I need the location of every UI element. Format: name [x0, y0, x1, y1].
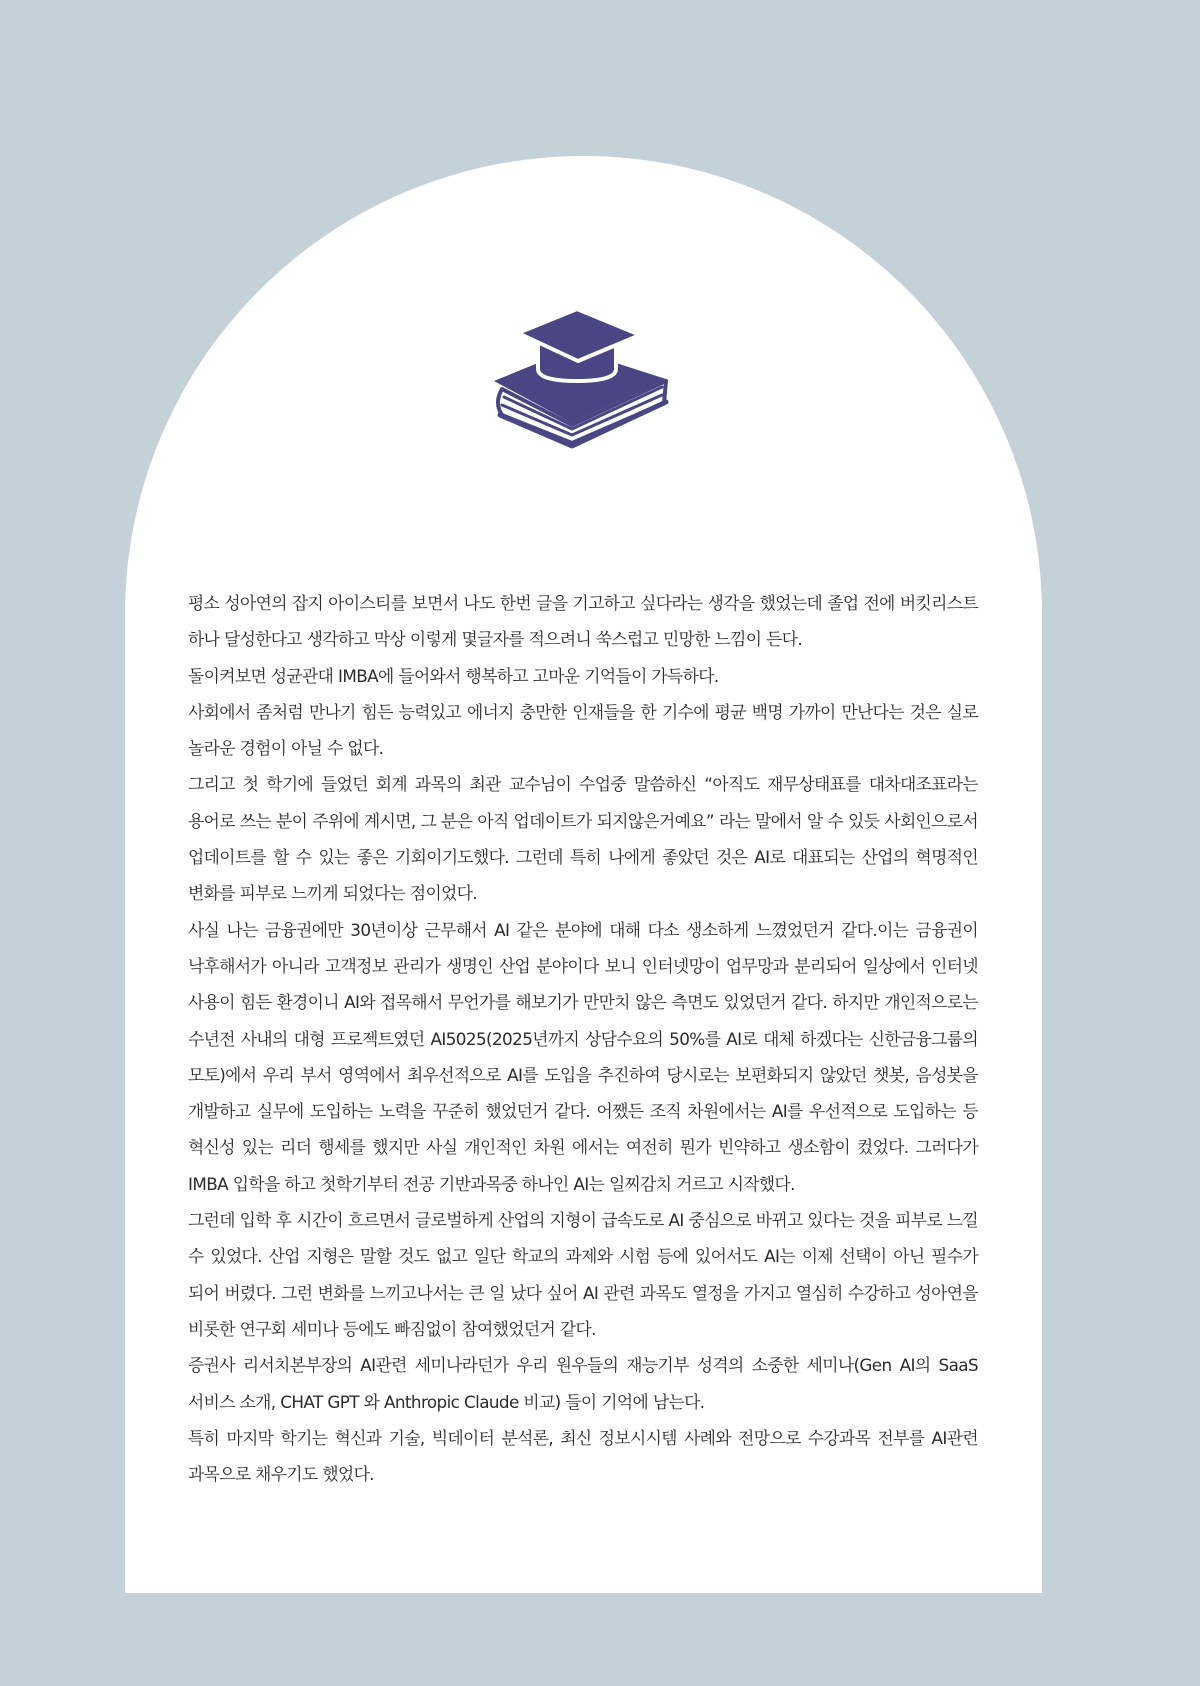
essay-paragraph: 사실 나는 금융권에만 30년이상 근무해서 AI 같은 분야에 대해 다소 생소하게 느꼈었던거 같다.이는 금융권이 낙후해서가 아니라 고객정보 관리가 생명인 산업 분야이다 보니 인터넷망이 업무망과 분리되어 일상에서 인터넷 사용이 힘든 환경이니 AI와 접목해서 무언가를 해보기가 만만치 않은 측면도 있었던거 같다. 하지만 개인적으로는 수년전 사내의 대형 프로젝트였던 AI5025(2025년까지 상담수요의 50%를 AI로 대체 하겠다는 신한금융그룹의 모토)에서 우리 부서 영역에서 최우선적으로 AI를 도입을 추진하여 당시로는 보편화되지 않았던 챗봇, 음성봇을 개발하고 실무에 도입하는 노력을 꾸준히 했었던거 같다. 어쨌든 조직 차원에서는 AI를 우선적으로 도입하는 등 혁신성 있는 리더 행세를 했지만 사실 개인적인 차원 에서는 여전히 뭔가 빈약하고 생소함이 컸었다. 그러다가 IMBA 입학을 하고 첫학기부터 전공 기반과목중 하나인 AI는 일찌감치 거르고 시작했다. — [188, 919, 978, 1194]
essay-paragraph: 사회에서 좀처럼 만나기 힘든 능력있고 에너지 충만한 인재들을 한 기수에 평균 백명 가까이 만난다는 것은 실로 놀라운 경험이 아닐 수 없다. — [188, 701, 978, 759]
essay-paragraph: 그런데 입학 후 시간이 흐르면서 글로벌하게 산업의 지형이 급속도로 AI 중심으로 바뀌고 있다는 것을 피부로 느낄 수 있었다. 산업 지형은 말할 것도 없고 일단 학교의 과제와 시험 등에 있어서도 AI는 이제 선택이 아닌 필수가 되어 버렸다. 그런 변화를 느끼고나서는 큰 일 났다 싶어 AI 관련 과목도 열정을 가지고 열심히 수강하고 성아연을 비롯한 연구회 세미나 등에도 빠짐없이 참여했었던거 같다. — [188, 1210, 978, 1339]
essay-paragraph: 특히 마지막 학기는 혁신과 기술, 빅데이터 분석론, 최신 정보시시템 사례와 전망으로 수강과목 전부를 AI관련 과목으로 채우기도 했었다. — [188, 1427, 978, 1485]
essay-paragraph: 돌이켜보면 성균관대 IMBA에 들어와서 행복하고 고마운 기억들이 가득하다. — [188, 665, 719, 686]
essay-body — [188, 585, 978, 1492]
graduation-cap-on-book-icon — [490, 305, 680, 450]
essay-paragraph: 그리고 첫 학기에 들었던 회계 과목의 최관 교수님이 수업중 말씀하신 “아직도 재무상태표를 대차대조표라는 용어로 쓰는 분이 주위에 계시면, 그 분은 아직 업데이트가 되지않은거예요” 라는 말에서 알 수 있듯 사회인으로서 업데이트를 할 수 있는 좋은 기회이기도했다. 그런데 특히 나에게 좋았던 것은 AI로 대표되는 산업의 혁명적인 변화를 피부로 느끼게 되었다는 점이었다. — [188, 774, 978, 904]
essay-paragraph: 평소 성아연의 잡지 아이스티를 보면서 나도 한번 글을 기고하고 싶다라는 생각을 했었는데 졸업 전에 버킷리스트 하나 달성한다고 생각하고 막상 이렇게 몇글자를 적으려니 쑥스럽고 민망한 느낌이 든다. — [188, 593, 978, 650]
essay-paragraph: 증권사 리서치본부장의 AI관련 세미나라던가 우리 원우들의 재능기부 성격의 소중한 세미나(Gen AI의 SaaS 서비스 소개, CHAT GPT 와 Anthropic Claude 비교) 들이 기억에 남는다. — [188, 1355, 978, 1412]
